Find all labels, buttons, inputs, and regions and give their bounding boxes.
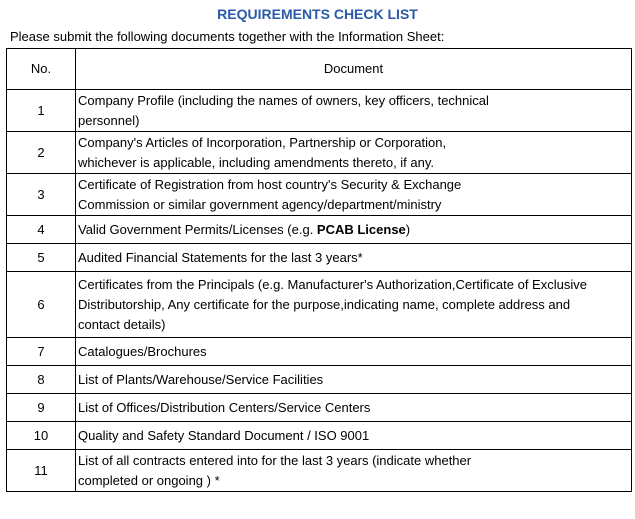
row-number: 8 bbox=[7, 366, 76, 394]
row-document-tail: ) bbox=[405, 221, 411, 237]
table-row bbox=[7, 422, 632, 450]
table-row bbox=[7, 244, 632, 272]
page-title: REQUIREMENTS CHECK LIST bbox=[217, 6, 418, 22]
row-document-line: Certificate of Registration from host country's Security & Exchange bbox=[78, 176, 462, 192]
table-row bbox=[7, 90, 632, 132]
table-row bbox=[7, 272, 632, 338]
row-document bbox=[76, 90, 632, 132]
table-row bbox=[7, 216, 632, 244]
row-document-line: Distributorship, Any certificate for the purpose,indicating name, complete address and bbox=[78, 296, 571, 312]
row-document-line: Company Profile (including the names of owners, key officers, technical bbox=[78, 92, 489, 108]
row-number: 11 bbox=[7, 450, 76, 492]
row-document-line: Audited Financial Statements for the last 3 years* bbox=[78, 249, 363, 265]
row-number: 2 bbox=[7, 132, 76, 174]
table-row bbox=[7, 174, 632, 216]
row-document bbox=[76, 338, 632, 366]
row-number: 5 bbox=[7, 244, 76, 272]
table-row bbox=[7, 338, 632, 366]
row-document-bold: PCAB License bbox=[316, 221, 406, 237]
table-row bbox=[7, 450, 632, 492]
row-document-line: Commission or similar government agency/department/ministry bbox=[78, 196, 442, 212]
row-number: 7 bbox=[7, 338, 76, 366]
row-number: 4 bbox=[7, 216, 76, 244]
row-number: 10 bbox=[7, 422, 76, 450]
table-row bbox=[7, 366, 632, 394]
row-document-line: Catalogues/Brochures bbox=[78, 343, 207, 359]
row-document-line: Quality and Safety Standard Document / ISO 9001 bbox=[78, 427, 370, 443]
intro-text: Please submit the following documents together with the Information Sheet: bbox=[10, 29, 445, 44]
header-no: No. bbox=[7, 49, 76, 90]
row-document bbox=[76, 174, 632, 216]
row-number: 6 bbox=[7, 272, 76, 338]
row-document bbox=[76, 132, 632, 174]
row-document bbox=[76, 366, 632, 394]
row-document-line: completed or ongoing ) * bbox=[78, 472, 220, 488]
requirements-table bbox=[6, 48, 632, 492]
table-row bbox=[7, 132, 632, 174]
row-document-text: Valid Government Permits/Licenses (e.g. bbox=[78, 221, 317, 237]
row-document-line: contact details) bbox=[78, 316, 166, 332]
row-document bbox=[76, 394, 632, 422]
row-document-line: List of Plants/Warehouse/Service Facilities bbox=[78, 371, 324, 387]
header-document: Document bbox=[76, 49, 632, 90]
row-document bbox=[76, 272, 632, 338]
row-number: 9 bbox=[7, 394, 76, 422]
row-document bbox=[76, 422, 632, 450]
row-document-line: Company's Articles of Incorporation, Partnership or Corporation, bbox=[78, 134, 447, 150]
table-header-row bbox=[7, 49, 632, 90]
row-document-line: personnel) bbox=[78, 112, 140, 128]
row-document-line: List of all contracts entered into for the last 3 years (indicate whether bbox=[78, 452, 472, 468]
row-number: 3 bbox=[7, 174, 76, 216]
row-document-line: List of Offices/Distribution Centers/Service Centers bbox=[78, 399, 371, 415]
row-document-line: Certificates from the Principals (e.g. Manufacturer's Authorization,Certificate of Exclusive bbox=[78, 276, 587, 292]
table-row bbox=[7, 394, 632, 422]
row-document bbox=[76, 244, 632, 272]
row-document bbox=[76, 216, 632, 244]
row-document-line: whichever is applicable, including amendments thereto, if any. bbox=[78, 154, 435, 170]
row-number: 1 bbox=[7, 90, 76, 132]
row-document bbox=[76, 450, 632, 492]
